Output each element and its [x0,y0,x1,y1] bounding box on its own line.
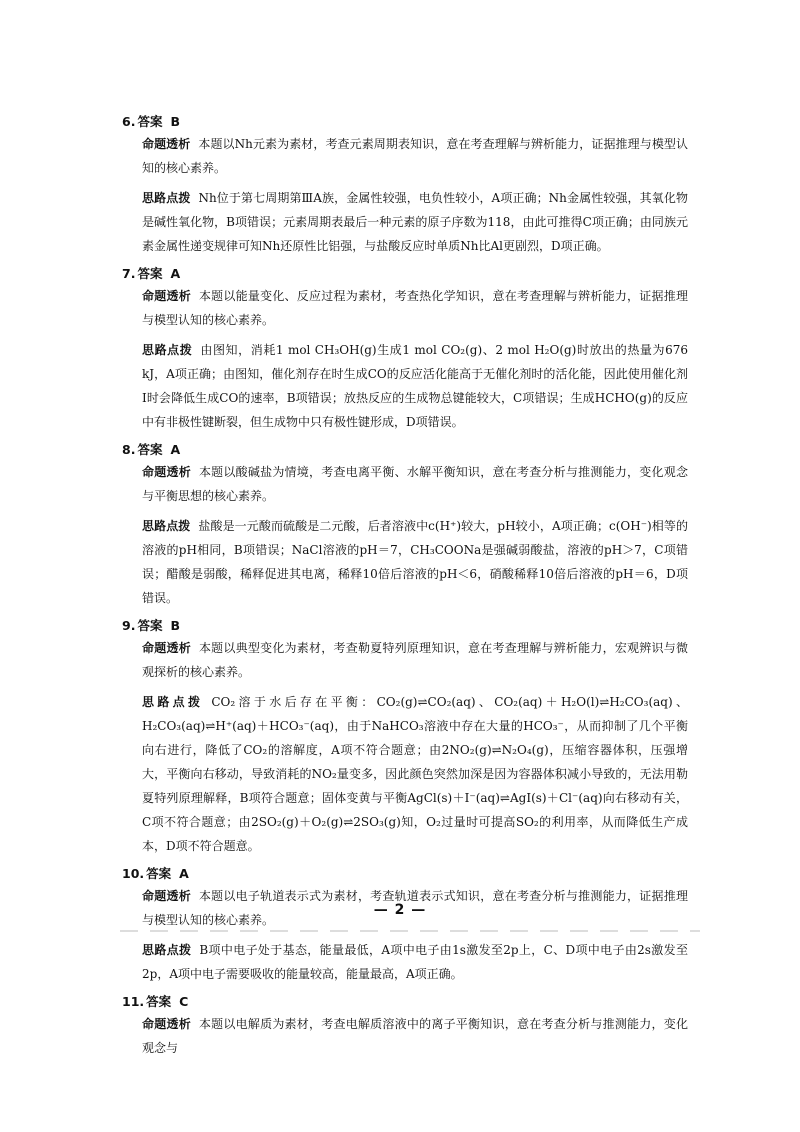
analysis-tag: 思路点拨 [142,695,204,709]
intent-text: 本题以Nh元素为素材，考查元素周期表知识，意在考查理解与辨析能力，证据推理与模型认知的核心素养。 [142,137,688,175]
analysis-paragraph [142,690,688,858]
question-7 [122,264,688,434]
analysis-tag: 思路点拨 [142,191,191,205]
answer-heading [122,112,688,132]
intent-tag: 命题透析 [142,137,191,151]
analysis-paragraph [142,938,688,986]
analysis-paragraph [142,338,688,434]
answer-heading [122,992,688,1012]
answer-value: B [170,618,180,633]
answer-label: 答案 [137,114,163,129]
question-11 [122,992,688,1060]
intent-tag: 命题透析 [142,465,191,479]
intent-paragraph [142,284,688,332]
answer-value: C [179,994,189,1009]
analysis-paragraph [142,514,688,610]
intent-text: 本题以电解质为素材，考查电解质溶液中的离子平衡知识，意在考查分析与推测能力，变化观念与 [142,1017,688,1055]
question-8 [122,440,688,610]
intent-text: 本题以电子轨道表示式为素材，考查轨道表示式知识，意在考查分析与推测能力，证据推理与模型认知的核心素养。 [142,889,688,927]
question-number: 7. [122,266,136,281]
intent-text: 本题以酸碱盐为情境，考查电离平衡、水解平衡知识，意在考查分析与推测能力，变化观念与平衡思想的核心素养。 [142,465,688,503]
answer-heading [122,264,688,284]
question-6 [122,112,688,258]
intent-tag: 命题透析 [142,641,191,655]
question-9 [122,616,688,858]
analysis-tag: 思路点拨 [142,943,192,957]
answer-value: A [170,442,181,457]
intent-paragraph [142,1012,688,1060]
intent-tag: 命题透析 [142,289,191,303]
analysis-paragraph [142,186,688,258]
question-number: 11. [122,994,145,1009]
analysis-text: Nh位于第七周期第ⅢA族，金属性较强，电负性较小，A项正确；Nh金属性较强，其氧化物是碱性氧化物，B项错误；元素周期表最后一种元素的原子序数为118，由此可推得C项正确；由同族元素金属性递变规律可知Nh还原性比铝强，与盐酸反应时单质Nh比Al更剧烈，D项正确。 [142,191,688,253]
analysis-text: CO₂溶于水后存在平衡：CO₂(g)⇌CO₂(aq)、CO₂(aq)＋H₂O(l)⇌H₂CO₃(aq)、H₂CO₃(aq)⇌H⁺(aq)＋HCO₃⁻(aq)，由于NaHCO₃溶液中存在大量的HCO₃⁻，从而抑制了几个平衡向右进行，降低了CO₂的溶解度，A项不符合题意；由2NO₂(g)⇌N₂O₄(g)，压缩容器体积，压强增大，平衡向右移动，导致消耗的NO₂量变多，因此颜色突然加深是因为容器体积减小导致的，无法用勒夏特列原理解释，B项符合题意；固体变黄与平衡AgCl(s)＋I⁻(aq)⇌AgI(s)＋Cl⁻(aq)向右移动有关，C项不符合题意；由2SO₂(g)＋O₂(g)⇌2SO₃(g)知，O₂过量时可提高SO₂的利用率，从而降低生产成本，D项不符合题意。 [142,695,688,853]
intent-text: 本题以能量变化、反应过程为素材，考查热化学知识，意在考查理解与辨析能力，证据推理与模型认知的核心素养。 [142,289,688,327]
analysis-tag: 思路点拨 [142,519,191,533]
intent-text: 本题以典型变化为素材，考查勒夏特列原理知识，意在考查理解与辨析能力，宏观辨识与微观探析的核心素养。 [142,641,688,679]
intent-paragraph [142,132,688,180]
answer-label: 答案 [137,442,163,457]
answer-label: 答案 [146,866,172,881]
answer-label: 答案 [146,994,172,1009]
intent-tag: 命题透析 [142,889,191,903]
answer-label: 答案 [137,266,163,281]
intent-tag: 命题透析 [142,1017,191,1031]
question-10 [122,864,688,986]
answer-heading [122,616,688,636]
answer-label: 答案 [137,618,163,633]
question-number: 9. [122,618,136,633]
page-number: — 2 — [373,902,427,918]
question-number: 6. [122,114,136,129]
answer-value: A [170,266,181,281]
answer-heading [122,864,688,884]
answer-heading [122,440,688,460]
answer-value: B [170,114,180,129]
analysis-text: B项中电子处于基态，能量最低，A项中电子由1s激发至2p上，C、D项中电子由2s激发至2p，A项中电子需要吸收的能量较高，能量最高，A项正确。 [142,943,688,981]
answer-value: A [179,866,189,881]
question-number: 10. [122,866,145,881]
question-number: 8. [122,442,136,457]
answer-content [122,112,688,1066]
intent-paragraph [142,636,688,684]
scan-artifact-divider [120,930,700,932]
intent-paragraph [142,460,688,508]
analysis-text: 由图知，消耗1 mol CH₃OH(g)生成1 mol CO₂(g)、2 mol H₂O(g)时放出的热量为676 kJ，A项正确；由图知，催化剂存在时生成CO的反应活化能高于无催化剂时的活化能，因此使用催化剂Ⅰ时会降低生成CO的速率，B项错误；放热反应的生成物总键能较大，C项错误；生成HCHO(g)的反应中有非极性键断裂，但生成物中只有极性键形成，D项错误。 [142,343,688,429]
analysis-tag: 思路点拨 [142,343,193,357]
analysis-text: 盐酸是一元酸而硫酸是二元酸，后者溶液中c(H⁺)较大，pH较小，A项正确；c(OH⁻)相等的溶液的pH相同，B项错误；NaCl溶液的pH＝7，CH₃COONa是强碱弱酸盐，溶液的pH＞7，C项错误；醋酸是弱酸，稀释促进其电离，稀释10倍后溶液的pH＜6，硝酸稀释10倍后溶液的pH＝6，D项错误。 [142,519,688,605]
